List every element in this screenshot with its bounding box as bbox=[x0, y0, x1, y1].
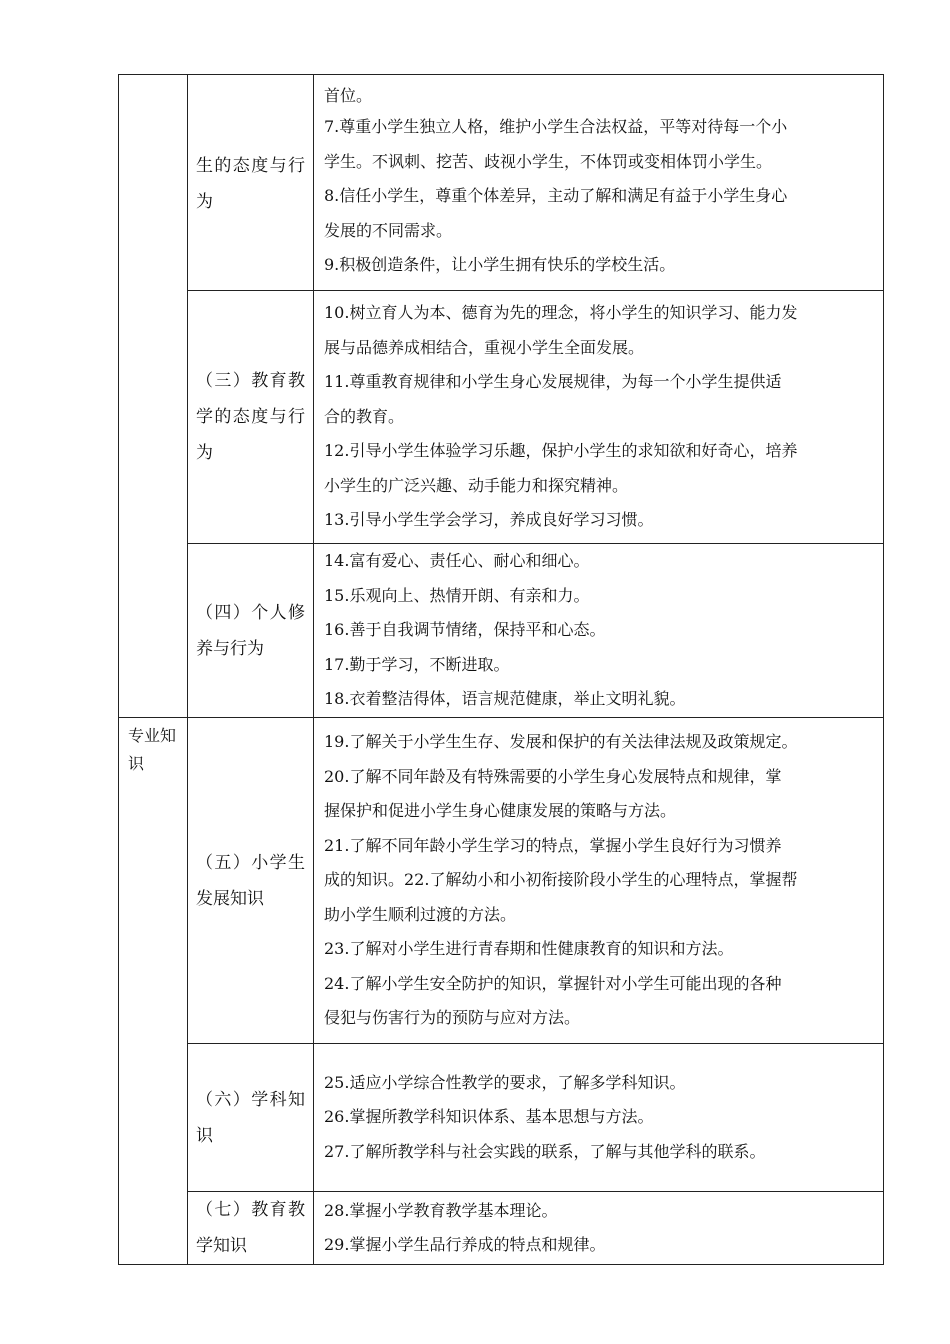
subcategory-label: 生的态度与行为 bbox=[196, 155, 305, 212]
subcategory-cell bbox=[188, 75, 314, 291]
items-cell bbox=[314, 544, 884, 718]
subcategory-label: （六）学科知识 bbox=[196, 1089, 305, 1146]
domain-cell-empty bbox=[119, 75, 188, 718]
table-row bbox=[119, 718, 884, 1044]
subcategory-cell bbox=[188, 1192, 314, 1265]
subcategory-label: （四）个人修养与行为 bbox=[196, 602, 305, 659]
list-item: 15.乐观向上、热情开朗、有亲和力。 bbox=[324, 585, 590, 605]
items-cell bbox=[314, 291, 884, 544]
items-cell bbox=[314, 75, 884, 291]
list-item: 合的教育。 bbox=[324, 406, 405, 426]
list-item: 8.信任小学生，尊重个体差异，主动了解和满足有益于小学生身心 bbox=[324, 186, 788, 206]
domain-label: 专业知识 bbox=[128, 726, 177, 773]
list-item: 学生。不讽刺、挖苦、歧视小学生，不体罚或变相体罚小学生。 bbox=[324, 151, 773, 171]
list-item: 24.了解小学生安全防护的知识，掌握针对小学生可能出现的各种 bbox=[324, 973, 782, 993]
subcategory-cell bbox=[188, 718, 314, 1044]
subcategory-label: （五）小学生发展知识 bbox=[196, 852, 305, 909]
list-item: 首位。 bbox=[324, 86, 373, 106]
table-row bbox=[119, 291, 884, 544]
list-item: 18.衣着整洁得体，语言规范健康，举止文明礼貌。 bbox=[324, 689, 686, 709]
table-row bbox=[119, 1192, 884, 1265]
list-item: 20.了解不同年龄及有特殊需要的小学生身心发展特点和规律，掌 bbox=[324, 766, 782, 786]
list-item: 发展的不同需求。 bbox=[324, 220, 453, 240]
list-item: 26.掌握所教学科知识体系、基本思想与方法。 bbox=[324, 1107, 654, 1127]
table-row bbox=[119, 75, 884, 291]
subcategory-cell bbox=[188, 291, 314, 544]
list-item: 29.掌握小学生品行养成的特点和规律。 bbox=[324, 1235, 606, 1254]
list-item: 13.引导小学生学会学习，养成良好学习习惯。 bbox=[324, 510, 654, 530]
table-row bbox=[119, 544, 884, 718]
list-item: 17.勤于学习，不断进取。 bbox=[324, 654, 510, 674]
list-item: 14.富有爱心、责任心、耐心和细心。 bbox=[324, 551, 590, 571]
list-item: 21.了解不同年龄小学生学习的特点，掌握小学生良好行为习惯养 bbox=[324, 835, 782, 855]
items-cell bbox=[314, 718, 884, 1044]
list-item: 侵犯与伤害行为的预防与应对方法。 bbox=[324, 1008, 581, 1028]
items-cell bbox=[314, 1044, 884, 1192]
list-item: 助小学生顺利过渡的方法。 bbox=[324, 904, 517, 924]
list-item: 12.引导小学生体验学习乐趣，保护小学生的求知欲和好奇心，培养 bbox=[324, 441, 798, 461]
list-item: 握保护和促进小学生身心健康发展的策略与方法。 bbox=[324, 801, 677, 821]
subcategory-cell bbox=[188, 1044, 314, 1192]
list-item: 25.适应小学综合性教学的要求，了解多学科知识。 bbox=[324, 1072, 686, 1092]
list-item: 展与品德养成相结合，重视小学生全面发展。 bbox=[324, 337, 645, 357]
subcategory-label: （七）教育教学知识 bbox=[196, 1200, 305, 1256]
list-item: 27.了解所教学科与社会实践的联系，了解与其他学科的联系。 bbox=[324, 1141, 766, 1161]
list-item: 28.掌握小学教育教学基本理论。 bbox=[324, 1200, 558, 1220]
list-item: 7.尊重小学生独立人格，维护小学生合法权益，平等对待每一个小 bbox=[324, 117, 788, 137]
items-cell bbox=[314, 1192, 884, 1265]
list-item: 10.树立育人为本、德育为先的理念，将小学生的知识学习、能力发 bbox=[324, 303, 798, 323]
list-item: 9.积极创造条件，让小学生拥有快乐的学校生活。 bbox=[324, 255, 676, 275]
list-item: 11.尊重教育规律和小学生身心发展规律，为每一个小学生提供适 bbox=[324, 372, 782, 392]
list-item: 19.了解关于小学生生存、发展和保护的有关法律法规及政策规定。 bbox=[324, 732, 798, 752]
domain-cell bbox=[119, 718, 188, 1265]
subcategory-label: （三）教育教学的态度与行为 bbox=[196, 371, 305, 463]
subcategory-cell bbox=[188, 544, 314, 718]
list-item: 16.善于自我调节情绪，保持平和心态。 bbox=[324, 620, 606, 640]
list-item: 小学生的广泛兴趣、动手能力和探究精神。 bbox=[324, 475, 629, 495]
list-item: 23.了解对小学生进行青春期和性健康教育的知识和方法。 bbox=[324, 939, 734, 959]
table-row bbox=[119, 1044, 884, 1192]
standards-table bbox=[118, 74, 884, 1265]
list-item: 成的知识。22.了解幼小和小初衔接阶段小学生的心理特点，掌握帮 bbox=[324, 870, 798, 890]
